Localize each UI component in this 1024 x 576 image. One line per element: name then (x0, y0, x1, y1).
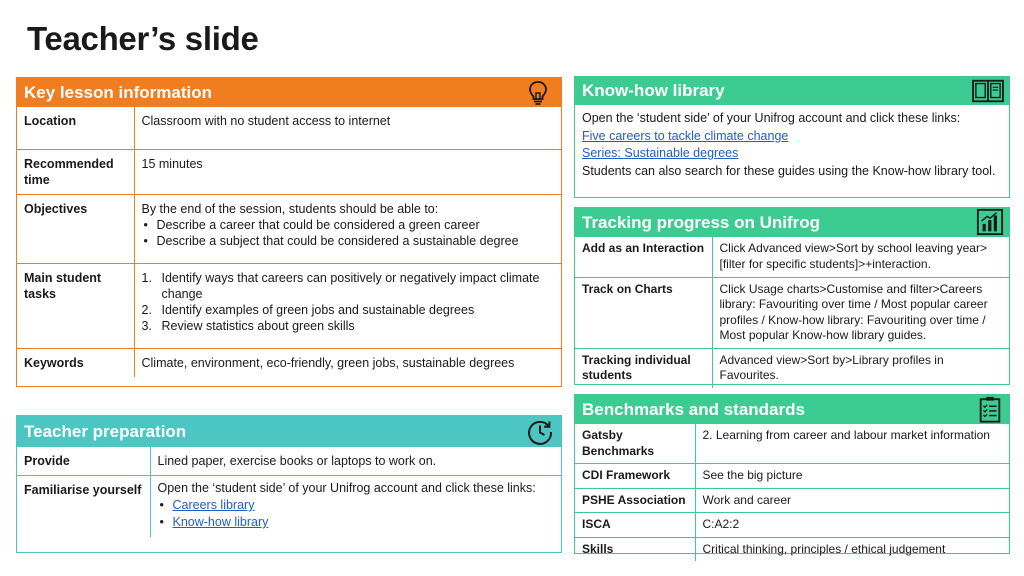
keywords-value: Climate, environment, eco-friendly, green jobs, sustainable degrees (134, 348, 561, 377)
know-how-outro: Students can also search for these guides using the Know-how library tool. (582, 163, 996, 178)
table-row (17, 476, 561, 538)
list-item: 3. Review statistics about green skills (141, 318, 355, 333)
teacher-prep-title: Teacher preparation (24, 422, 187, 441)
list-item (158, 514, 555, 531)
clipboard-checklist-icon (976, 395, 1004, 424)
table-row (575, 513, 1009, 538)
tracking-row-label: Tracking individual students (575, 348, 712, 388)
tracking-table (575, 237, 1009, 388)
benchmark-label: Gatsby Benchmarks (575, 424, 695, 464)
table-row (17, 447, 561, 476)
know-how-intro: Open the ‘student side’ of your Unifrog account and click these links: (582, 111, 961, 125)
list-item (158, 497, 555, 514)
familiarise-links (158, 497, 555, 531)
tracking-header (575, 208, 1009, 237)
objectives-list (142, 217, 555, 249)
tracking-row-value: Click Advanced view>Sort by school leaving year>[filter for specific students]>+interaction. (712, 237, 1009, 277)
benchmark-value: Work and career (695, 488, 1009, 513)
benchmark-value: See the big picture (695, 464, 1009, 489)
key-lesson-header (17, 78, 561, 107)
table-row (17, 107, 561, 149)
objectives-value (134, 194, 561, 263)
tasks-list (142, 270, 555, 334)
benchmark-value: C:A2:2 (695, 513, 1009, 538)
teacher-prep-header (17, 416, 561, 447)
know-how-panel (574, 76, 1010, 198)
book-icon (971, 77, 1005, 105)
careers-library-link[interactable]: Careers library (172, 498, 255, 512)
table-row (575, 348, 1009, 388)
five-careers-link[interactable]: Five careers to tackle climate change (582, 128, 789, 143)
table-row (17, 348, 561, 377)
benchmark-value: 2. Learning from career and labour market information (695, 424, 1009, 464)
provide-label: Provide (17, 447, 150, 476)
list-item: 2. Identify examples of green jobs and sustainable degrees (141, 302, 475, 317)
benchmark-value: Critical thinking, principles / ethical judgement (695, 537, 1009, 561)
objectives-intro: By the end of the session, students should be able to: (141, 201, 439, 216)
table-row (575, 464, 1009, 489)
table-row (17, 194, 561, 263)
teacher-prep-panel (16, 415, 562, 553)
tracking-row-value: Advanced view>Sort by>Library profiles in Favourites. (712, 348, 1009, 388)
key-lesson-panel (16, 77, 562, 387)
list-item: • Describe a career that could be considered a green career (142, 217, 555, 233)
clock-icon (525, 417, 555, 447)
objectives-label: Objectives (17, 194, 134, 263)
table-row (17, 263, 561, 348)
key-lesson-table (17, 107, 561, 377)
benchmark-label: CDI Framework (575, 464, 695, 489)
table-row (17, 149, 561, 194)
benchmarks-title: Benchmarks and standards (582, 400, 805, 419)
time-label: Recommended time (17, 149, 134, 194)
know-how-title: Know-how library (582, 81, 725, 100)
tracking-row-label: Add as an Interaction (575, 237, 712, 277)
keywords-label: Keywords (17, 348, 134, 377)
table-row (575, 237, 1009, 277)
know-how-library-link[interactable]: Know-how library (172, 515, 269, 529)
familiarise-intro: Open the ‘student side’ of your Unifrog account and click these links: (157, 481, 536, 495)
benchmark-label: Skills (575, 537, 695, 561)
table-row (575, 277, 1009, 348)
benchmark-label: PSHE Association (575, 488, 695, 513)
page-title: Teacher’s slide (27, 20, 259, 57)
table-row (575, 424, 1009, 464)
time-value: 15 minutes (134, 149, 561, 194)
tracking-title: Tracking progress on Unifrog (582, 213, 821, 232)
bar-chart-icon (976, 208, 1004, 236)
tracking-panel (574, 207, 1010, 385)
familiarise-label: Familiarise yourself (17, 476, 150, 538)
benchmarks-panel (574, 394, 1010, 554)
benchmark-label: ISCA (575, 513, 695, 538)
teacher-prep-table (17, 447, 561, 537)
tracking-row-value: Click Usage charts>Customise and filter>Careers library: Favouriting over time / Most popular career profiles / Know-how library: Favouriting over time / Most popular Know-how library guides. (712, 277, 1009, 348)
list-item: • Describe a subject that could be considered a sustainable degree (142, 233, 555, 249)
tracking-row-label: Track on Charts (575, 277, 712, 348)
table-row (575, 537, 1009, 561)
provide-value: Lined paper, exercise books or laptops to work on. (150, 447, 561, 476)
list-item: 1. Identify ways that careers can positively or negatively impact climate change (141, 270, 540, 301)
sustainable-degrees-link[interactable]: Series: Sustainable degrees (582, 146, 739, 160)
know-how-header (575, 77, 1009, 105)
location-label: Location (17, 107, 134, 149)
tasks-value (134, 263, 561, 348)
key-lesson-title: Key lesson information (24, 83, 212, 102)
familiarise-value (150, 476, 561, 538)
know-how-body (575, 105, 1009, 185)
lightbulb-icon (523, 78, 553, 108)
benchmarks-header (575, 395, 1009, 424)
benchmarks-table (575, 424, 1009, 561)
tasks-label: Main student tasks (17, 263, 134, 348)
table-row (575, 488, 1009, 513)
location-value: Classroom with no student access to internet (134, 107, 561, 149)
